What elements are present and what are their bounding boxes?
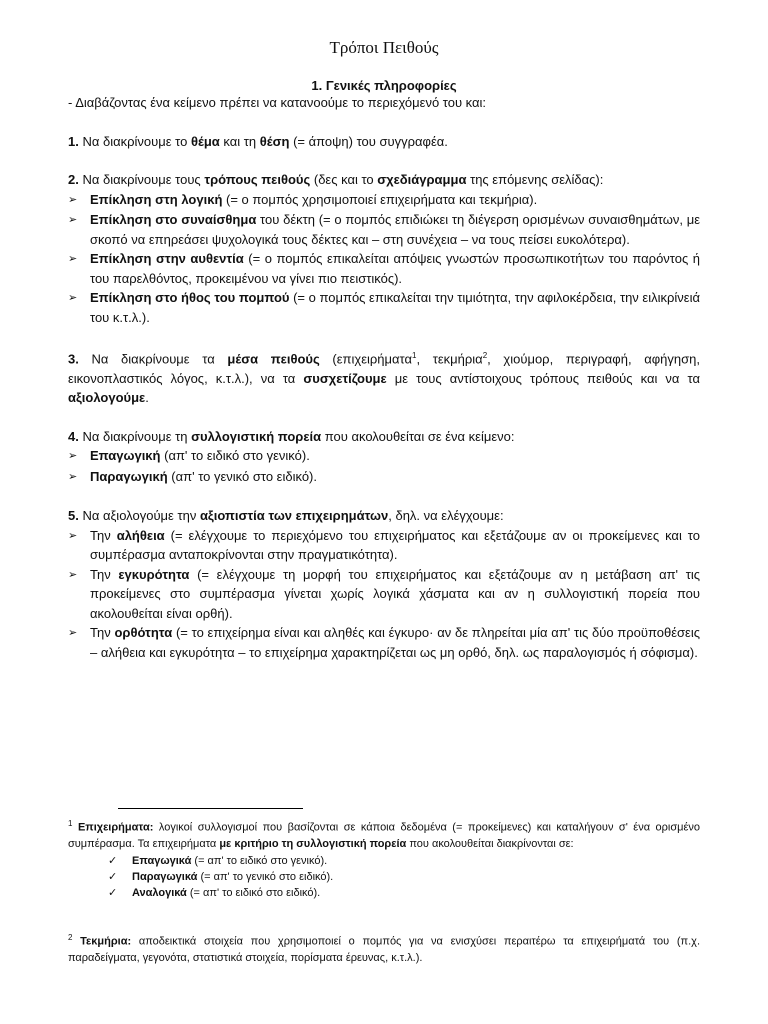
list-item <box>68 885 700 901</box>
paragraph-2 <box>68 170 700 190</box>
bold-term: Τεκμήρια: <box>80 935 132 948</box>
text: (= ο πομπός επικαλείται απόψεις γνωστών προσωπικοτήτων του παρόντος ή του παρελθόντος, προκειμένου να γίνει πιο πειστικός). <box>90 251 700 286</box>
text: (= ο πομπός χρησιμοποιεί επιχειρήματα και τεκμήρια). <box>222 191 538 207</box>
paragraph-5 <box>68 506 700 526</box>
arrow-bullet-icon: ➢ <box>68 253 78 265</box>
list-item <box>68 249 700 288</box>
bold-term: Επίκληση στο ήθος του πομπού <box>90 290 290 305</box>
text: Να διακρίνουμε τα <box>78 351 228 367</box>
bold-term: αλήθεια <box>116 527 165 543</box>
paragraph-4 <box>68 427 700 447</box>
text: (απ' το ειδικό στο γενικό). <box>160 448 310 464</box>
text: αποδεικτικά στοιχεία που χρησιμοποιεί ο πομπός για να ενισχύσει περαιτέρω τα επιχειρήματά του (π.χ. παραδείγματα, γεγονότα, στατιστικά στοιχεία, πορίσματα έρευνας, κ.τ.λ.). <box>68 935 700 965</box>
text: (επιχειρήματα <box>319 351 413 367</box>
arrow-bullet-icon: ➢ <box>68 470 78 483</box>
text: (δες και το <box>310 172 378 187</box>
arrow-bullet-icon: ➢ <box>68 214 78 226</box>
bold-term: αξιολογούμε <box>68 390 146 406</box>
list-item <box>68 853 700 869</box>
footnote-ref[interactable]: 1 <box>412 351 417 360</box>
footnote-1 <box>68 816 700 901</box>
text: , τεκμήρια <box>416 351 483 367</box>
bold-term: μέσα πειθούς <box>227 351 320 367</box>
text: (= απ' το ειδικό στο ειδικό). <box>186 886 321 899</box>
item-number: 2. <box>68 172 79 187</box>
item-number: 4. <box>68 428 79 444</box>
bold-term: Επαγωγική <box>90 448 161 464</box>
paragraph-3 <box>68 346 700 408</box>
check-icon: ✓ <box>108 886 118 899</box>
text: (= το επιχείρημα είναι και αληθές και έγκυρο· αν δε πληρείται μία απ' τις δύο προϋποθέσεις – αλήθεια και εγκυρότητα – το επιχείρημα χαρακτηρίζεται ως μη ορθό, δηλ. ως παραλογισμός ή σόφισμα). <box>90 625 700 660</box>
bold-term: Επίκληση στην αυθεντία <box>90 251 244 266</box>
text: (απ' το γενικό στο ειδικό). <box>167 468 317 484</box>
text: , χιούμορ, περιγραφή, αφήγηση, εικονοπλαστικός λόγος, κ.τ.λ.), να τα <box>68 351 700 386</box>
document-body <box>68 38 700 662</box>
arrow-bullet-icon: ➢ <box>68 193 78 206</box>
text: της επόμενης σελίδας): <box>466 172 604 187</box>
bold-term: εγκυρότητα <box>118 566 190 582</box>
list-item <box>68 623 700 662</box>
list-item <box>68 190 700 211</box>
arrow-bullet-icon: ➢ <box>68 529 78 542</box>
text: με τους αντίστοιχους τρόπους πειθούς και να τα <box>386 370 700 386</box>
bold-term: Επίκληση στη λογική <box>90 191 223 207</box>
text: (= απ' το ειδικό στο γενικό). <box>191 854 328 867</box>
list-item <box>68 869 700 885</box>
bold-term: θέση <box>259 133 290 149</box>
bold-term: θέμα <box>190 133 220 149</box>
list-item <box>68 526 700 565</box>
item-number: 1. <box>68 133 79 149</box>
footnote-separator <box>118 808 303 809</box>
footnote-2 <box>68 930 700 967</box>
text: Την <box>90 566 119 582</box>
bold-term: αξιοπιστία των επιχειρημάτων <box>199 508 389 524</box>
text: του δέκτη (= ο πομπός επιδιώκει τη διέγερση ορισμένων συναισθημάτων, με σκοπό να επηρεάσει ψυχολογικά τους δέκτες και – στη συνέχεια – να τους πείσει ευκολότερα). <box>90 212 700 247</box>
check-icon: ✓ <box>108 854 118 867</box>
section-heading: 1. Γενικές πληροφορίες <box>311 78 457 93</box>
text: (= ελέγχουμε το περιεχόμενο του επιχειρήματος και εξετάζουμε αν οι προκείμενες και το συμπέρασμα ανταποκρίνονται στην πραγματικότητα). <box>90 527 700 563</box>
bold-term: σχεδιάγραμμα <box>377 172 467 187</box>
text: που ακολουθείται διακρίνονται σε: <box>406 838 574 851</box>
text: Την <box>90 625 115 641</box>
item-number: 5. <box>68 508 79 524</box>
check-icon: ✓ <box>108 870 118 883</box>
item-number: 3. <box>68 351 79 367</box>
text: . <box>145 390 149 406</box>
list-item <box>68 467 700 488</box>
bold-term: συλλογιστική πορεία <box>191 428 322 444</box>
bold-term: Επίκληση στο συναίσθημα <box>90 212 257 227</box>
list-item <box>68 288 700 327</box>
text: (= άποψη) του συγγραφέα. <box>289 133 448 149</box>
text: (= απ' το γενικό στο ειδικό). <box>197 870 334 883</box>
arrow-bullet-icon: ➢ <box>68 450 78 463</box>
bold-term: Αναλογικά <box>132 886 187 899</box>
footnote-number: 1 <box>68 819 73 828</box>
text: Να διακρίνουμε τη <box>78 428 192 444</box>
bold-term: Παραγωγική <box>90 468 168 484</box>
bold-term: Παραγωγικά <box>132 870 198 883</box>
bold-term: με κριτήριο τη συλλογιστική πορεία <box>219 838 407 851</box>
bold-term: Επιχειρήματα: <box>77 821 154 834</box>
list-item <box>68 446 700 467</box>
arrow-bullet-icon: ➢ <box>68 292 78 304</box>
text: Την <box>90 527 117 543</box>
text: Να διακρίνουμε το <box>78 133 191 149</box>
text: που ακολουθείται σε ένα κείμενο: <box>321 428 515 444</box>
footnote-number: 2 <box>68 933 73 942</box>
text: Να αξιολογούμε την <box>78 508 200 524</box>
text: Να διακρίνουμε τους <box>78 172 205 187</box>
intro-text: - Διαβάζοντας ένα κείμενο πρέπει να κατανοούμε το περιεχόμενό του και: <box>68 95 487 110</box>
text: και τη <box>219 133 260 149</box>
text: (= ελέγχουμε τη μορφή του επιχειρήματος και εξετάζουμε αν η μετάβαση απ' τις προκείμενες στο συμπέρασμα γίνεται χωρίς λογικά χάσματα και αν η συλλογιστική πορεία που ακολουθείται είναι ορθή). <box>90 566 700 621</box>
intro-line <box>68 93 700 113</box>
page-title: Τρόποι Πειθούς <box>329 38 439 57</box>
list-item <box>68 565 700 624</box>
arrow-bullet-icon: ➢ <box>68 568 78 581</box>
footnote-ref[interactable]: 2 <box>482 351 488 360</box>
list-item <box>68 210 700 249</box>
bold-term: τρόπους πειθούς <box>204 172 311 187</box>
paragraph-1 <box>68 132 700 152</box>
bold-term: Επαγωγικά <box>132 854 192 867</box>
text: λογικοί συλλογισμοί που βασίζονται σε κάποια δεδομένα (= προκείμενες) και καταλήγουν σ' ένα ορισμένο συμπέρασμα. Τα επιχειρήματα <box>68 821 700 851</box>
arrow-bullet-icon: ➢ <box>68 627 78 640</box>
bold-term: ορθότητα <box>114 625 173 641</box>
text: , δηλ. να ελέγχουμε: <box>388 508 504 524</box>
text: (= ο πομπός επικαλείται την τιμιότητα, την αφιλοκέρδεια, την ειλικρίνειά του κ.τ.λ.). <box>90 290 700 325</box>
bold-term: συσχετίζουμε <box>303 370 387 386</box>
